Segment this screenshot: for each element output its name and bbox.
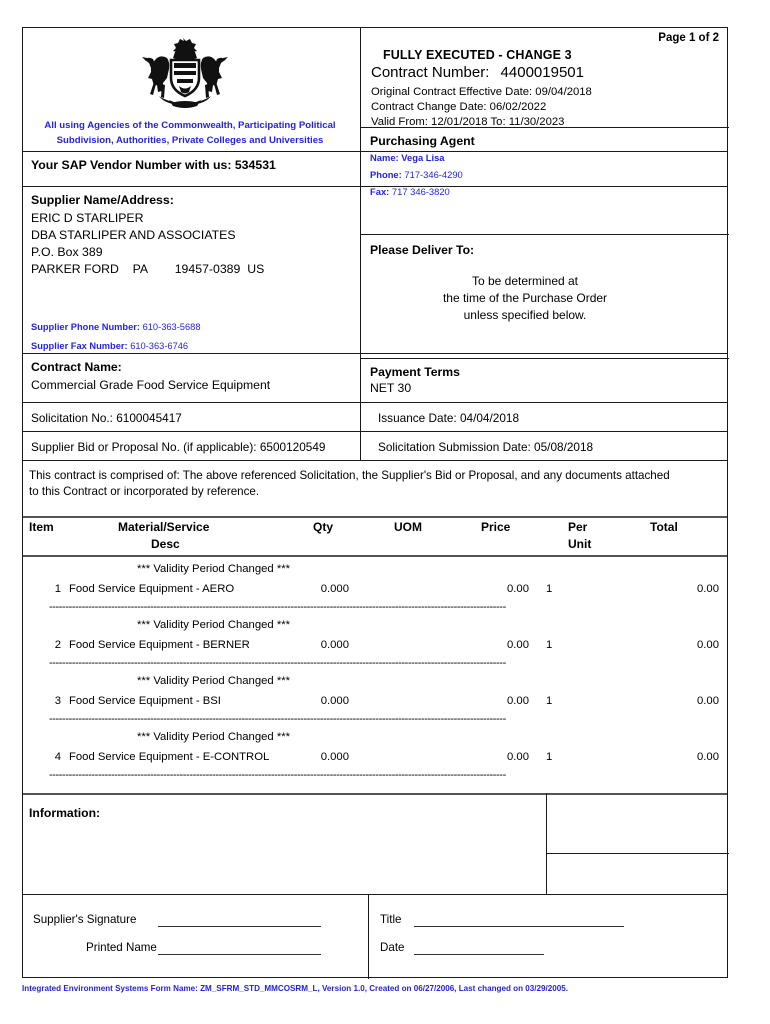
row-description: Food Service Equipment - E-CONTROL	[69, 751, 270, 763]
contract-number-label: Contract Number:	[371, 64, 490, 81]
row-separator: --------------------------------------------------------------------------------------------------------------------------------------------	[49, 657, 506, 669]
row-per-unit: 1	[546, 583, 553, 595]
row-qty: 0.000	[320, 695, 349, 707]
row-total: 0.00	[697, 695, 719, 707]
supplier-fax	[31, 341, 188, 351]
supplier-fax-value: 610-363-6746	[130, 341, 189, 351]
purchasing-agent-name-label: Name:	[370, 152, 399, 163]
contract-composition-line2: to this Contract or incorporated by reference.	[29, 485, 260, 498]
information-right-cell-top[interactable]	[548, 794, 728, 852]
contract-form	[22, 27, 728, 978]
supplier-address-title: Supplier Name/Address:	[31, 193, 174, 207]
coat-of-arms-icon	[133, 34, 237, 108]
supplier-phone	[31, 322, 201, 332]
row-per-unit: 1	[546, 639, 553, 651]
original-effective-date: Original Contract Effective Date: 09/04/2018	[371, 86, 592, 98]
payment-terms-label: Payment Terms	[370, 365, 460, 379]
solicitation-number: Solicitation No.: 6100045417	[31, 411, 182, 425]
row-description: Food Service Equipment - BERNER	[69, 639, 250, 651]
row-price: 0.00	[507, 751, 529, 763]
contract-number-value: 4400019501	[500, 64, 584, 81]
divider-signature-vertical	[368, 894, 369, 979]
row-separator: --------------------------------------------------------------------------------------------------------------------------------------------	[49, 713, 506, 725]
contract-change-date: Contract Change Date: 06/02/2022	[371, 101, 547, 113]
contract-name-label: Contract Name:	[31, 360, 122, 374]
row-item-number: 3	[54, 695, 61, 707]
col-header-price: Price	[481, 520, 511, 534]
supplier-phone-value: 610-363-5688	[142, 322, 201, 332]
information-right-cell-bottom[interactable]	[548, 855, 728, 893]
row-price: 0.00	[507, 639, 529, 651]
row-separator: --------------------------------------------------------------------------------------------------------------------------------------------	[49, 601, 506, 613]
col-header-per-line2: Unit	[568, 537, 592, 551]
contract-composition-note	[29, 468, 723, 500]
contract-status: FULLY EXECUTED - CHANGE 3	[383, 48, 572, 62]
contract-composition-line1: This contract is comprised of: The above referenced Solicitation, the Supplier's Bid or Proposal, and any documents attached	[29, 469, 670, 482]
information-field[interactable]	[29, 824, 541, 890]
purchasing-agent-phone-value: 717-346-4290	[404, 169, 463, 180]
row-separator: --------------------------------------------------------------------------------------------------------------------------------------------	[49, 769, 506, 781]
col-header-material-line1: Material/Service	[118, 520, 210, 534]
items-table-header	[23, 518, 727, 554]
supplier-address-line-3: P.O. Box 389	[31, 245, 103, 259]
purchasing-agent-fax	[370, 186, 450, 197]
purchasing-agent-fax-label: Fax:	[370, 186, 390, 197]
printed-name-line[interactable]	[158, 954, 321, 955]
row-item-number: 1	[54, 583, 61, 595]
deliver-to-title: Please Deliver To:	[370, 243, 475, 257]
form-footer: Integrated Environment Systems Form Name: ZM_SFRM_STD_MMCOSRM_L, Version 1.0, Created on 06/27/2006, Last changed on 03/29/2005.	[22, 984, 569, 993]
col-header-qty: Qty	[313, 520, 334, 534]
sap-vendor-number: Your SAP Vendor Number with us: 534531	[31, 158, 276, 172]
purchasing-agent-fax-value: 717 346-3820	[391, 186, 450, 197]
supplier-signature-line[interactable]	[158, 926, 321, 927]
supplier-address-line-1: ERIC D STARLIPER	[31, 211, 144, 225]
contract-name-value: Commercial Grade Food Service Equipment	[31, 378, 271, 392]
row-note: *** Validity Period Changed ***	[137, 675, 291, 687]
deliver-to-line3: unless specified below.	[463, 308, 587, 322]
supplier-fax-label: Supplier Fax Number:	[31, 341, 128, 351]
deliver-to-line2: the time of the Purchase Order	[442, 291, 608, 305]
supplier-address-line-4: PARKER FORD PA 19457-0389 US	[31, 262, 265, 276]
right-column	[360, 28, 729, 460]
row-note: *** Validity Period Changed ***	[137, 619, 291, 631]
purchasing-agent-name	[370, 152, 445, 163]
divider-comprised-top	[23, 460, 727, 461]
printed-name-label: Printed Name	[86, 941, 157, 954]
table-header-rule	[23, 555, 727, 557]
using-agencies-line2: Subdivision, Authorities, Private Colleges and Universities	[56, 135, 324, 146]
title-label: Title	[380, 913, 402, 926]
supplier-bid-number: Supplier Bid or Proposal No. (if applicable): 6500120549	[31, 440, 326, 454]
row-per-unit: 1	[546, 751, 553, 763]
row-item-number: 2	[54, 639, 61, 651]
row-note: *** Validity Period Changed ***	[137, 563, 291, 575]
solicitation-submission-date: Solicitation Submission Date: 05/08/2018	[378, 440, 594, 454]
row-qty: 0.000	[320, 639, 349, 651]
purchasing-agent-name-value: Vega Lisa	[401, 152, 445, 163]
issuance-date: Issuance Date: 04/04/2018	[378, 411, 520, 425]
information-label: Information:	[29, 806, 101, 820]
row-description: Food Service Equipment - AERO	[69, 583, 235, 595]
date-line[interactable]	[414, 954, 544, 955]
supplier-address-line-2: DBA STARLIPER AND ASSOCIATES	[31, 228, 236, 242]
page-number: Page 1 of 2	[658, 32, 719, 44]
purchasing-agent-title: Purchasing Agent	[370, 134, 475, 148]
row-qty: 0.000	[320, 583, 349, 595]
payment-terms-value: NET 30	[370, 381, 412, 395]
col-header-uom: UOM	[394, 520, 422, 534]
col-header-total: Total	[650, 520, 678, 534]
col-header-item: Item	[29, 520, 54, 534]
supplier-signature-label: Supplier's Signature	[33, 913, 137, 926]
row-description: Food Service Equipment - BSI	[69, 695, 221, 707]
title-line[interactable]	[414, 926, 624, 927]
row-qty: 0.000	[320, 751, 349, 763]
row-price: 0.00	[507, 695, 529, 707]
divider-signature-top	[23, 894, 727, 895]
purchasing-agent-phone-label: Phone:	[370, 169, 402, 180]
divider-information-right-split	[546, 853, 729, 854]
purchasing-agent-phone	[370, 169, 463, 180]
row-note: *** Validity Period Changed ***	[137, 731, 291, 743]
deliver-to-body	[360, 273, 690, 324]
valid-from-to: Valid From: 12/01/2018 To: 11/30/2023	[371, 116, 565, 128]
row-per-unit: 1	[546, 695, 553, 707]
row-item-number: 4	[54, 751, 61, 763]
col-header-per-line1: Per	[568, 520, 588, 534]
row-total: 0.00	[697, 639, 719, 651]
row-price: 0.00	[507, 583, 529, 595]
supplier-phone-label: Supplier Phone Number:	[31, 322, 140, 332]
using-agencies-line1: All using Agencies of the Commonwealth, Participating Political	[44, 120, 336, 131]
using-agencies-note	[25, 118, 355, 148]
divider-information-vertical	[546, 793, 547, 894]
date-label: Date	[380, 941, 405, 954]
col-header-material-line2: Desc	[151, 537, 180, 551]
row-total: 0.00	[697, 583, 719, 595]
row-total: 0.00	[697, 751, 719, 763]
deliver-to-line1: To be determined at	[471, 274, 579, 288]
